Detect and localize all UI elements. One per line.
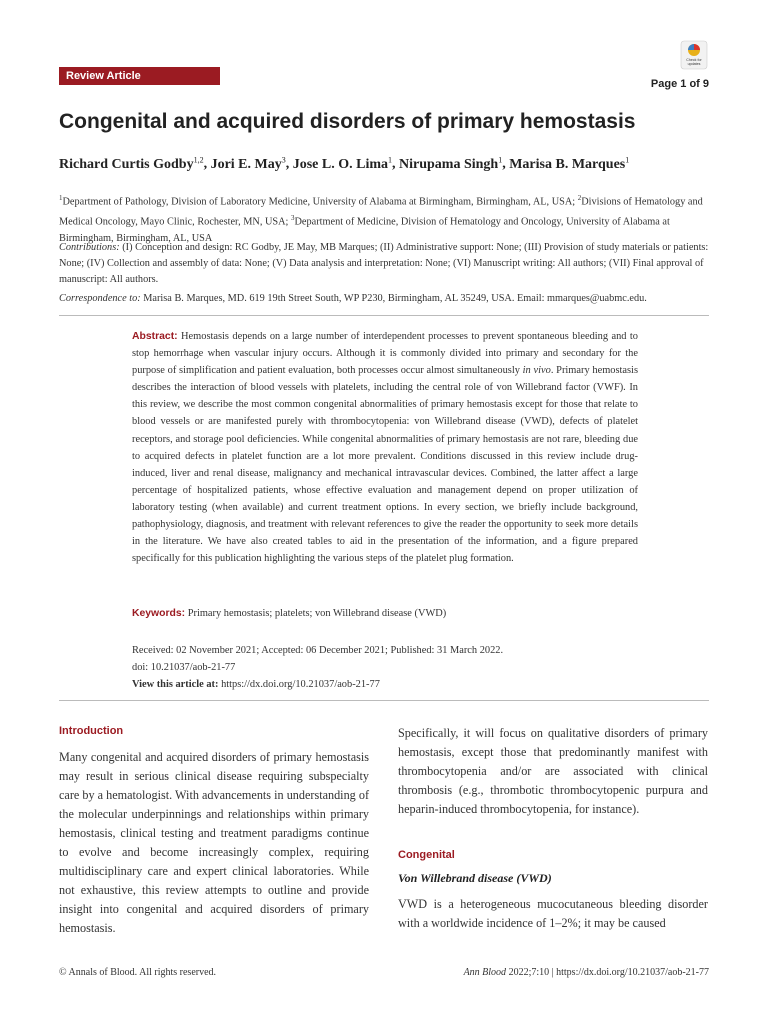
author[interactable]: Jose L. O. Lima$^1$ bbox=[292, 155, 393, 172]
keywords: Keywords: Primary hemostasis; platelets; von Willebrand disease (VWD) bbox=[132, 608, 447, 619]
article-title: Congenital and acquired disorders of primary hemostasis bbox=[59, 110, 636, 133]
check-label-line2: updates bbox=[687, 62, 701, 66]
author[interactable]: Richard Curtis Godby$^{1,2}$ bbox=[59, 155, 204, 172]
paragraph: Specifically, it will focus on qualitative disorders of primary hemostasis, except those that predominantly manifest with thrombocytopenia and/or are associated with clinical thrombosis (e.g., thrombotic thrombocytopenic purpura and heparin-induced thrombocytopenia, for instance). bbox=[398, 726, 708, 816]
section-heading-congenital: Congenital bbox=[398, 849, 455, 861]
correspondence-text: Marisa B. Marques, MD. 619 19th Street South, WP P230, Birmingham, AL 35249, USA. Email: mmarques@uabmc.edu. bbox=[140, 293, 647, 304]
divider bbox=[59, 315, 709, 316]
citation-footer: Ann Blood 2022;7:10 | https://dx.doi.org/10.21037/aob-21-77 bbox=[463, 967, 709, 978]
keywords-label: Keywords: bbox=[132, 608, 186, 619]
author-list: Richard Curtis Godby$^{1,2}$, Jori E. May$^3$, Jose L. O. Lima$^1$, Nirupama Singh$^1$, Marisa B. Marques$^1$ bbox=[59, 155, 630, 172]
correspondence bbox=[59, 291, 709, 307]
left-column bbox=[59, 725, 369, 938]
correspondence-label: Correspondence to: bbox=[59, 293, 141, 304]
abstract-label: Abstract: bbox=[132, 331, 178, 342]
abstract: Abstract: Hemostasis depends on a large number of interdependent processes to prevent spontaneous bleeding and to stop hemorrhage when vascular injury occurs. Although it is commonly divided into primary and secondary for the purpose of simplification and patient evaluation, both processes occur almost simultaneously in vivo. Primary hemostasis describes the interaction of blood vessels with platelets, including the central role of von Willebrand factor (VWF). In this review, we describe the most common congenital abnormalities of primary hemostasis except for those that relate to blood vessels or are manifested purely with thrombocytopenia: von Willebrand disease (VWD), defects of platelet receptors, and storage pool deficiencies. While congenital abnormalities of primary hemostasis are not rare, bleeding due to acquired defects in platelet function are a lot more prevalent. Conditions discussed in this review include drug-induced, liver and renal disease, malignancy and mechanical intravascular devices. Combined, the latter affect a large percentage of hospitalized patients, whose effective evaluation and management depend on proper utilization of laboratory testing (when available) and current treatment options. In every section, we briefly include background, pathophysiology, diagnosis, and treatment with relevant references to give the reader the opportunity to seek more details in the literature. We have also created tables to aid in the presentation of the information, and a figure prepared specifically for this publication highlighting the various steps of the platelet plug formation. bbox=[132, 331, 638, 565]
article-type-badge: Review Article bbox=[59, 67, 220, 85]
paragraph: VWD is a heterogeneous mucocutaneous bleeding disorder with a worldwide incidence of 1–2%; it may be caused bbox=[398, 897, 708, 930]
check-label-line1: Check for bbox=[686, 58, 702, 62]
divider bbox=[59, 700, 709, 701]
contributions: Contributions: (I) Conception and design: RC Godby, JE May, MB Marques; (II) Administrative support: None; (III) Provision of study materials or patients: None; (IV) Collection and assembly of data: None; (V) Data analysis and interpretation: None; (VI) Manuscript writing: All authors; (VII) Final approval of manuscript: All authors. bbox=[59, 242, 709, 285]
page-number: Page 1 of 9 bbox=[650, 78, 709, 90]
view-article-link[interactable]: View this article at: https://dx.doi.org/10.21037/aob-21-77 bbox=[132, 679, 380, 690]
copyright-notice: © Annals of Blood. All rights reserved. bbox=[59, 967, 217, 978]
introduction-paragraph: Many congenital and acquired disorders of primary hemostasis may result in serious clinical disease requiring subspecialty care by a hematologist. With advancements in understanding of the molecular underpinnings and relationships within primary hemostasis, clinical testing and treatment paradigms continue to evolve and become increasingly complex, requiring multidisciplinary care and expert clinical laboratories. While not exhaustive, this review attempts to outline and provide insight into congenital and acquired disorders of primary hemostasis. bbox=[59, 750, 369, 935]
subsection-heading-vwd: Von Willebrand disease (VWD) bbox=[398, 871, 552, 885]
affiliations: $^1$Department of Pathology, Division of Laboratory Medicine, University of Alabama at Birmingham, Birmingham, AL, USA; $^2$Divisions of Hematology and Medical Oncology, Mayo Clinic, Rochester, MN, USA; $^3$Department of Medicine, Division of Hematology and Oncology, University of Alabama at Birmingham, Birmingham, AL, USA bbox=[59, 194, 703, 244]
doi: doi: 10.21037/aob-21-77 bbox=[132, 662, 236, 673]
author[interactable]: Marisa B. Marques$^1$ bbox=[509, 155, 630, 172]
received-dates: Received: 02 November 2021; Accepted: 06 December 2021; Published: 31 March 2022. bbox=[132, 645, 504, 656]
right-column bbox=[398, 724, 708, 933]
article-dates bbox=[132, 642, 503, 693]
contributions-label: Contributions: bbox=[59, 242, 120, 253]
section-heading-introduction: Introduction bbox=[59, 725, 124, 737]
author[interactable]: Jori E. May$^3$ bbox=[210, 155, 286, 172]
check-for-updates-badge[interactable] bbox=[680, 40, 708, 70]
check-for-updates-icon bbox=[680, 40, 708, 70]
author[interactable]: Nirupama Singh$^1$ bbox=[399, 155, 503, 172]
